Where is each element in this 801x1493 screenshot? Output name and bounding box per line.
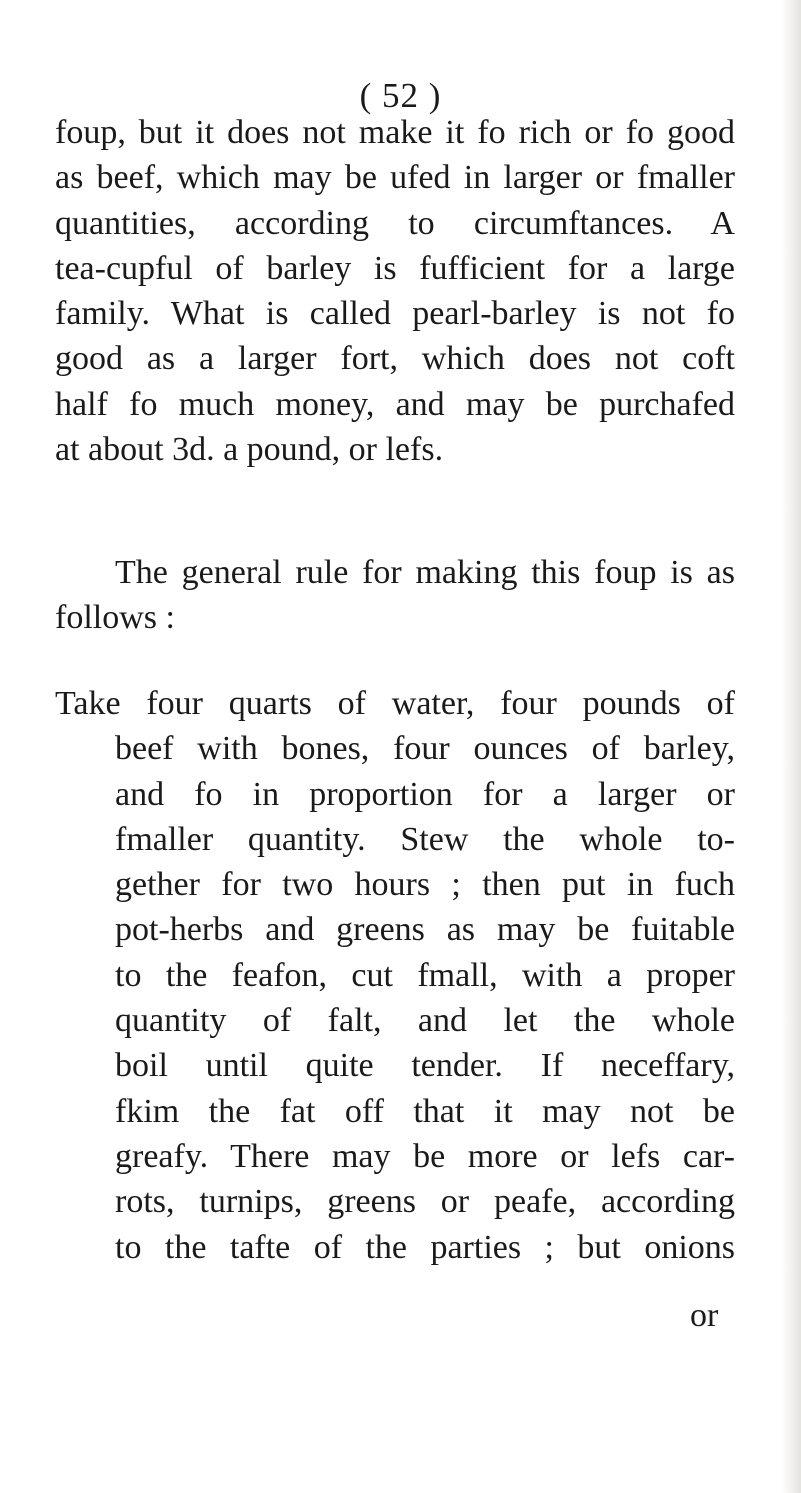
text-line: The general rule for making this foup is as	[115, 554, 735, 591]
text-line: at about 3d. a pound, or lefs.	[55, 431, 444, 469]
text-line: quantity of falt, and let the whole	[115, 1002, 735, 1040]
text-line: good as a larger fort, which does not coft	[55, 340, 735, 378]
text-line: to the tafte of the parties ; but onions	[115, 1228, 735, 1266]
paragraph-recipe	[55, 681, 735, 1270]
page-edge-shadow	[781, 0, 801, 1493]
text-line: rots, turnips, greens or peafe, according	[115, 1183, 735, 1221]
text-line: as beef, which may be ufed in larger or fmaller	[55, 159, 735, 197]
text-line: half fo much money, and may be purchafed	[55, 385, 735, 423]
page-number: ( 52 )	[359, 76, 442, 115]
text-line: to the feafon, cut fmall, with a proper	[115, 956, 735, 994]
text-line: pot-herbs and greens as may be fuitable	[115, 911, 735, 949]
paragraph-barley	[55, 110, 735, 472]
text-line: beef with bones, four ounces of barley,	[115, 730, 735, 768]
text-line: boil until quite tender. If neceffary,	[115, 1047, 735, 1085]
text-line: Take four quarts of water, four pounds of	[55, 685, 735, 722]
text-line: tea-cupful of barley is fufficient for a large	[55, 249, 735, 287]
text-line: family. What is called pearl-barley is not fo	[55, 295, 735, 333]
text-line: fmaller quantity. Stew the whole to-	[115, 820, 735, 858]
text-line: follows :	[55, 599, 175, 637]
text-line: foup, but it does not make it fo rich or fo good	[55, 114, 735, 151]
catchword: or	[690, 1297, 719, 1334]
text-line: fkim the fat off that it may not be	[115, 1092, 735, 1130]
text-line: greafy. There may be more or lefs car-	[115, 1137, 735, 1175]
paragraph-general-rule	[55, 550, 735, 641]
text-line: and fo in proportion for a larger or	[115, 775, 735, 813]
text-line: gether for two hours ; then put in fuch	[115, 866, 735, 904]
text-line: quantities, according to circumftances. A	[55, 204, 735, 242]
